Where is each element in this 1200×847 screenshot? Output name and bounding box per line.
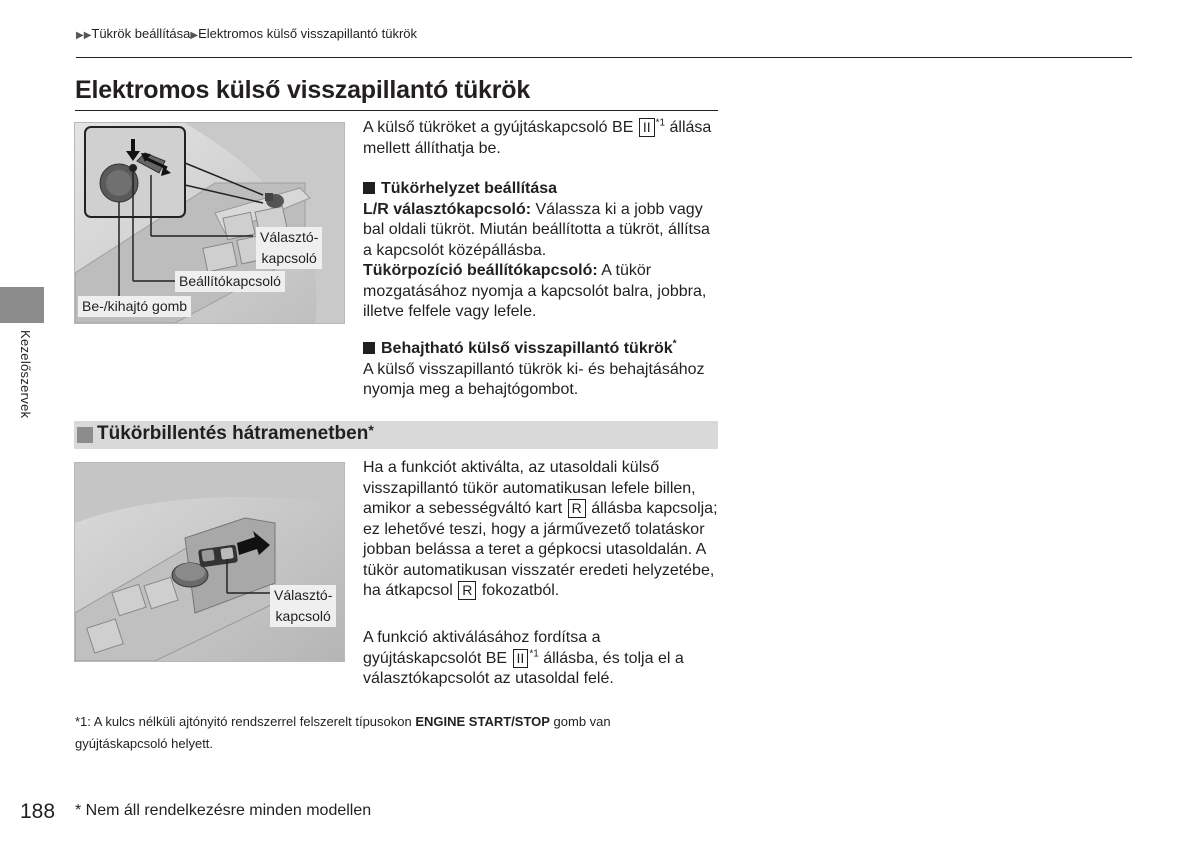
page-title: Elektromos külső visszapillantó tükrök [75, 76, 531, 104]
selector-switch-illustration [75, 463, 344, 661]
mirror-position-section: Tükörhelyzet beállítása L/R választókapcsoló: Válassza ki a jobb vagy bal oldali tükröt. Miután beállította a tükröt, állítsa a kapcsolót középállásba. Tükörpozíció beállítókapcsoló: A tükör mozgatásához nyomja a kapcsolót balra, jobbra, illetve felfele vagy lefele. [363, 179, 723, 323]
chapter-label: Kezelőszervek [18, 330, 33, 419]
triangle-right-icon: ▶▶ [76, 30, 92, 41]
page-number: 188 [20, 800, 56, 823]
chapter-tab [0, 287, 44, 323]
mirror-switch-illustration [75, 123, 344, 323]
reverse-gear-label: R [458, 581, 476, 600]
availability-note: * Nem áll rendelkezésre minden modellen [75, 802, 372, 819]
ignition-key-label: II [639, 118, 655, 137]
square-bullet-icon [363, 342, 375, 354]
activation-instructions: A funkció aktiválásához fordítsa a gyújtáskapcsolót BE II $^{*1}$ állásba, és tolja el a választókapcsolót az utasoldal felé. [363, 629, 684, 687]
adjuster-switch-label: Beállítókapcsoló [175, 271, 285, 292]
section-heading: Tükörhelyzet beállítása [363, 179, 723, 200]
folding-mirrors-section: Behajtható külső visszapillantó tükrök* A külső visszapillantó tükrök ki- és behajtásához nyomja meg a behajtógombot. [363, 339, 723, 401]
triangle-right-icon: ▶ [190, 30, 199, 41]
header-rule [76, 57, 1132, 58]
reverse-gear-label: R [568, 499, 586, 518]
selector-switch-label: Választó- kapcsoló [270, 585, 336, 627]
section-heading: Behajtható külső visszapillantó tükrök* [363, 339, 723, 360]
section-banner: Tükörbillentés hátramenetben* [74, 421, 718, 449]
fold-button-label: Be-/kihajtó gomb [78, 296, 191, 317]
selector-switch-label: Választó- kapcsoló [256, 227, 322, 269]
square-bullet-icon [363, 182, 375, 194]
breadcrumb-item[interactable]: Tükrök beállítása [91, 26, 191, 41]
reverse-tilt-figure [74, 462, 345, 662]
ignition-key-label: II [513, 649, 529, 668]
mirror-controls-figure [74, 122, 345, 324]
breadcrumb [76, 26, 417, 41]
footnote: *1: A kulcs nélküli ajtónyitó rendszerrel felszerelt típusokon ENGINE START/STOP gomb van gyújtáskapcsoló helyett. [75, 714, 611, 751]
square-bullet-icon [77, 427, 93, 443]
reverse-tilt-description: Ha a funkciót aktiválta, az utasoldali külső visszapillantó tükör automatikusan lefele billen, amikor a sebességváltó kart R állásba kapcsolja; ez lehetővé teszi, hogy a járművezető tolatáskor jobban belássa a teret a gépkocsi utasoldalán. A tükör automatikusan visszatér eredeti helyzetébe, ha átkapcsol R fokozatból. [363, 459, 718, 599]
intro-paragraph: A külső tükröket a gyújtáskapcsoló BE II $^{*1}$ állása mellett állíthatja be. [363, 117, 712, 157]
breadcrumb-item[interactable]: Elektromos külső visszapillantó tükrök [198, 26, 418, 41]
title-rule [75, 110, 718, 111]
